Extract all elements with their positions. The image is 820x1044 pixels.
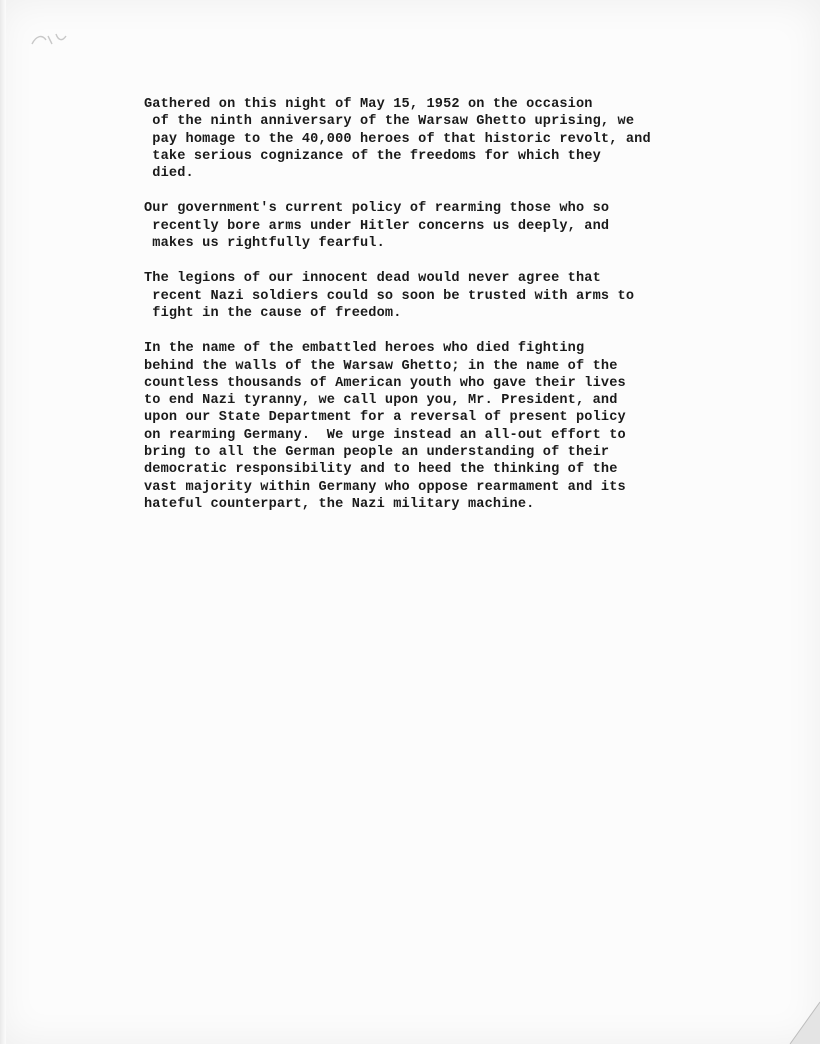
text-line: Gathered on this night of May 15, 1952 on the occasion — [144, 97, 593, 112]
paragraph-opening — [144, 96, 744, 182]
text-line: fight in the cause of freedom. — [144, 305, 402, 321]
paragraph-policy — [144, 200, 744, 252]
text-line: to end Nazi tyranny, we call upon you, Mr. President, and — [144, 393, 618, 409]
text-line: In the name of the embattled heroes who died fighting — [144, 341, 585, 357]
text-line: recently bore arms under Hitler concerns us deeply, and — [144, 218, 610, 234]
text-line: Our government's current policy of rearming those who so — [144, 201, 610, 217]
text-line: bring to all the German people an understanding of their — [144, 445, 610, 461]
text-line: on rearming Germany. We urge instead an all-out effort to — [144, 427, 626, 443]
text-line: democratic responsibility and to heed the thinking of the — [144, 462, 618, 478]
paragraph-appeal — [144, 340, 744, 513]
text-line: of the ninth anniversary of the Warsaw Ghetto uprising, we — [144, 114, 635, 130]
page-fold-icon — [760, 984, 820, 1044]
text-line: died. — [144, 166, 194, 182]
text-line: vast majority within Germany who oppose rearmament and its — [144, 479, 626, 495]
text-line: recent Nazi soldiers could so soon be trusted with arms to — [144, 288, 635, 304]
text-line: upon our State Department for a reversal of present policy — [144, 410, 626, 426]
text-line: The legions of our innocent dead would never agree that — [144, 271, 601, 287]
page-edge-shadow — [0, 0, 6, 1044]
paragraph-legions — [144, 270, 744, 322]
text-line: countless thousands of American youth who gave their lives — [144, 375, 626, 391]
pencil-mark-icon — [28, 22, 78, 62]
text-line: makes us rightfully fearful. — [144, 236, 385, 252]
text-line: take serious cognizance of the freedoms for which they — [144, 148, 601, 164]
letter-body — [144, 96, 744, 531]
text-line: behind the walls of the Warsaw Ghetto; in the name of the — [144, 358, 618, 374]
text-line: hateful counterpart, the Nazi military machine. — [144, 496, 535, 512]
text-line: pay homage to the 40,000 heroes of that historic revolt, and — [144, 131, 651, 147]
